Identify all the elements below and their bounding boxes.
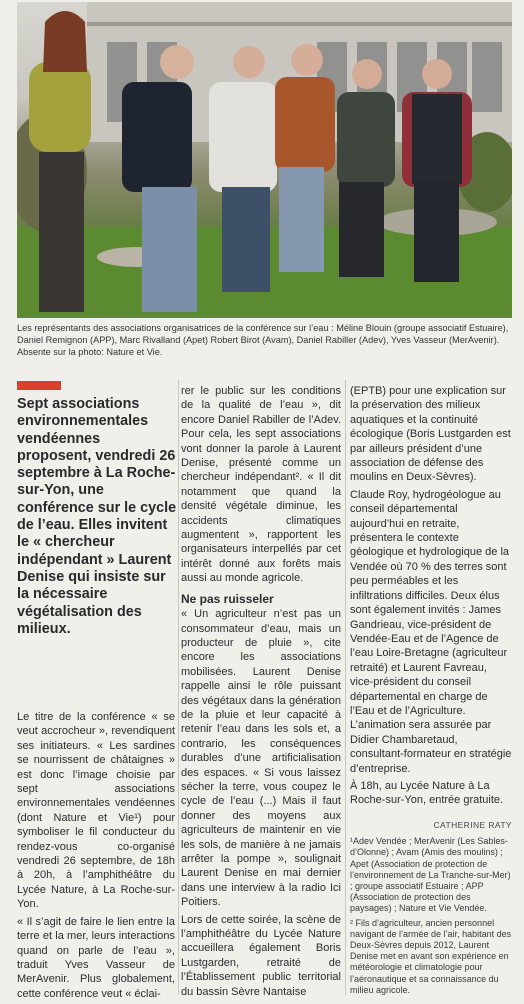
paragraph: Claude Roy, hydrogéologue au conseil départemental aujourd’hui en retraite, présentera le contexte géologique et hydrologique de la Vendée où 70 % des terres sont peu perméables et les infiltrations difficiles. Deux élus sont également invités : James Gandrieau, vice-président de Vendée-Eau et de l’Agence de l’eau Loire-Bretagne (agriculteur retraité) et Laurent Favreau, vice-président du conseil départemental en charge de l’Eau et de l’Agriculture. L’animation sera assurée par Didier Chambaretaud, consultant-formateur en stratégie d’entreprise.: [350, 488, 512, 775]
paragraph: rer le public sur les conditions de la qualité de l’eau », dit encore Daniel Rabiller de l’Adev. Pour cela, les sept associations vont donner la parole à Laurent Denise, présenté comme un chercheur indépendant². « Il dit notamment que quand la densité végétale diminue, les accidents climatiques augmentent », rapportent les organisateurs interpellés par cet intérêt donné aux forêts mais aussi au monde agricole.: [181, 385, 341, 585]
accent-bar: [17, 381, 61, 390]
paragraph: « Un agriculteur n’est pas un consommateur d’eau, mais un producteur de pluie », cite encore les associations mobilisées. Laurent Denise rappelle ainsi le rôle puissant des végétaux dans la génération de la pluie et leur capacité à retenir l’eau dans les sols et, a contrario, les conséquences durables d’une artificialisation des espaces. « Si vous laissez sécher la terre, vous coupez le cycle de l’eau (...) Mais il faut donner des moyens aux agriculteurs de maintenir en vie les sols, de manière à ne jamais arrêter la pompe », soulignait Laurent Denise en mai dernier dans une interview à la radio Ici Poitiers.: [181, 608, 341, 909]
paragraph: Lors de cette soirée, la scène de l’amphithéâtre du Lycée Nature accueillera également Boris Lustgarden, retraité de l’Établissement public territorial du bassin Sèvre Nantaise: [181, 913, 341, 998]
paragraph: À 18h, au Lycée Nature à La Roche-sur-Yon, entrée gratuite.: [350, 779, 504, 807]
footnotes: [350, 836, 512, 996]
paragraph: Le titre de la conférence « se veut accrocheur », revendiquent ses initiateurs. « Les sardines se nourrissent de châtaignes » est donc l’image choisie par sept associations environnementales vendéennes (dont Nature et Vie¹) pour symboliser le fil conducteur du rendez-vous co-organisé vendredi 26 septembre, de 18h à 20h, à l’amphithéâtre du Lycée Nature, à La Roche-sur-Yon.: [17, 711, 175, 911]
paragraph: « Il s’agit de faire le lien entre la terre et la mer, leurs interactions quand on parle de l’eau », traduit Yves Vasseur de MerAvenir. Plus globalement, cette conférence veut « éclai-: [17, 915, 175, 1000]
footnote: ² Fils d’agriculteur, ancien personnel navigant de l’armée de l’air, habitant des Deux-Sèvres depuis 2012, Laurent Denise met en avant son expérience en météorologie et climatologie pour l’aéronautique et sa connaissance du milieu agricole.: [350, 917, 512, 995]
paragraph: (EPTB) pour une explication sur la préservation des milieux aquatiques et la continuité écologique (Boris Lustgarden est par ailleurs président d’une association de défense des moulins en Deux-Sèvres).: [350, 385, 511, 484]
photo-caption: Les représentants des associations organisatrices de la conférence sur l’eau : Méline Blouin (groupe associatif Estuaire), Daniel Remignon (APP), Marc Rivalland (Apet) Robert Birot (Avam), Daniel Rabiller (Adev), Yves Vasseur (MerAvenir). Absente sur la photo: Nature et Vie.: [17, 323, 509, 357]
group-photo: [17, 2, 512, 318]
section-subhead: Ne pas ruisseler: [181, 591, 274, 606]
photo-illustration: [17, 2, 512, 318]
column-divider: [178, 380, 179, 995]
article-column-3: [350, 384, 512, 999]
article-lead: Sept associations environnementales vendéennes proposent, vendredi 26 septembre à La Roche-sur-Yon, une conférence sur le cycle de l’eau. Elles invitent le « chercheur indépendant » Laurent Denise qui insiste sur la nécessaire végétalisation des milieux.: [17, 396, 177, 637]
author-byline: CATHERINE RATY: [433, 819, 512, 830]
article-column-1: [17, 710, 175, 1004]
article-column-2: [181, 384, 341, 1002]
column-divider: [345, 380, 346, 995]
footnote: ¹Adev Vendée ; MerAvenir (Les Sables-d’Olonne) ; Avam (Amis des moulins) ; Apet (Association de protection de l’environnement de La Tranche-sur-Mer) ; groupe associatif Estuaire ; APP (Association de protection des paysages) ; Nature et Vie Vendée.: [350, 836, 511, 914]
